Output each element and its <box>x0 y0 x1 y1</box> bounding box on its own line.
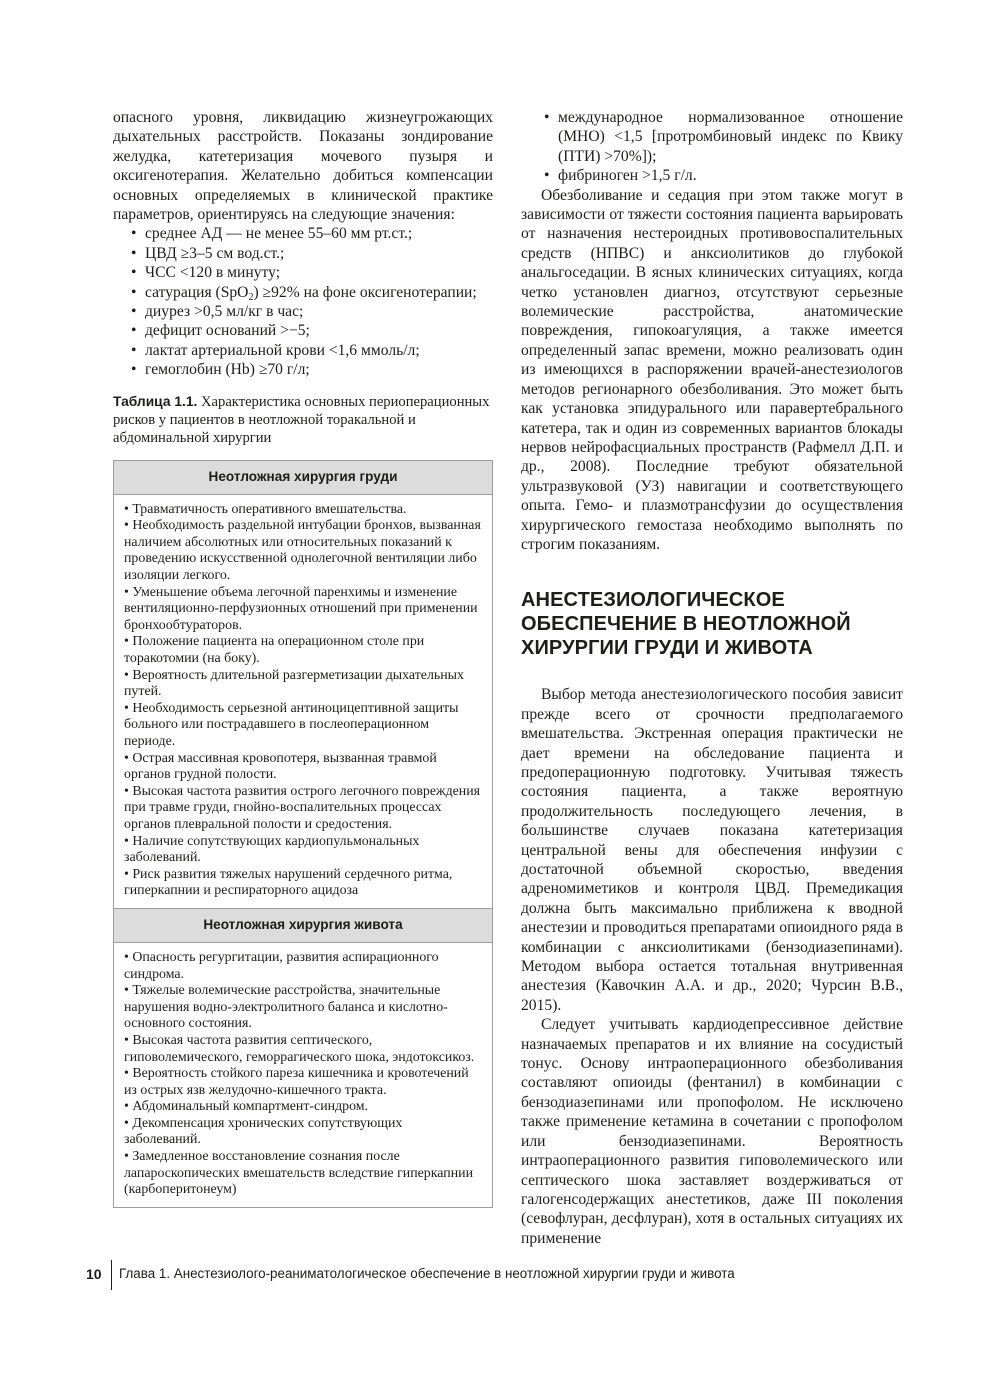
left-paragraph: опасного уровня, ликвидацию жизнеугрожающих дыхательных расстройств. Показаны зондирование желудка, катетеризация мочевого пузыря и оксигенотерапия. Желательно добиться компенсации основных определяемых в клинической практике параметров, ориентируясь на следующие значения: <box>113 109 493 224</box>
table-item: • Высокая частота развития септического, гиповолемического, геморрагического шока, эндотоксикоз. <box>124 1032 475 1065</box>
table-caption <box>113 393 493 447</box>
list-item: • дефицит оснований >−5; <box>113 321 493 340</box>
list-item <box>113 283 493 302</box>
paragraph-method-choice: Выбор метода анестезиологического пособия зависит прежде всего от срочности предполагаемого вмешательства. Экстренная операция практически не дает времени на обследование пациента и предоперационную подготовку. Учитывая тяжесть состояния пациента, а также вероятную продолжительность последующего лечения, в большинстве случаев показана катетеризация центральной вены для обеспечения инфузии с достаточной объемной скоростью, введения адреномиметиков и контроля ЦВД. Премедикация должна быть максимально приближена к вводной анестезии и проводиться препаратами опиоидного ряда в комбинации с анксиолитиками (бензодиазепинами). Методом выбора остается тотальная внутривенная анестезия (Кавочкин А.А. и др., 2020; Чурсин В.В., 2015). <box>521 686 903 1014</box>
table-item: • Декомпенсация хронических сопутствующих заболеваний. <box>124 1115 403 1148</box>
table-cell-abdomen <box>114 942 493 1207</box>
paragraph-cardiodepressive: Следует учитывать кардиодепрессивное действие назначаемых препаратов и их влияние на сосудистый тонус. Основу интраоперационного обезболивания составляют опиоиды (фентанил) в комбинации с бензодиазепинами или пропофолом. Не исключено также применение кетамина в сочетании с пропофолом или бензодиазепинами. Вероятность интраоперационного развития гиповолемического или септического шока заставляет воздерживаться от галогенсодержащих анестетиков, даже III поколения (севофлуран, десфлуран), хотя в остальных ситуациях их применение <box>521 1016 903 1247</box>
paragraph-analgesia: Обезболивание и седация при этом также могут в зависимости от тяжести состояния пациента варьировать от назначения нестероидных противовоспалительных средств (НПВС) и анксиолитиков до глубокой анальгоседации. В ясных клинических ситуациях, когда четко установлен диагноз, отсутствуют серьезные волемические расстройства, анатомические повреждения, гипокоагуляция, а также имеется определенный запас времени, можно реализовать один из имеющихся в распоряжении врачей-анестезиологов методов регионарного обезболивания. Это может быть как установка эпидурального или паравертебрального катетера, так и один из современных вариантов блокады нервов нейрофасциальных пространств (Рафмелл Д.П. и др., 2008). Последние требуют обязательной ультразвуковой (УЗ) навигации и соответствующего опыта. Гемо- и плазмотрансфузии до осуществления хирургического гемостаза необходимо выполнять по строгим показаниям. <box>521 186 903 553</box>
list-item: • гемоглобин (Hb) ≥70 г/л; <box>113 360 493 379</box>
table-item: • Уменьшение объема легочной паренхимы и изменение вентиляционно-перфузионных отношений при применении бронхообтураторов. <box>124 584 478 633</box>
table-item: • Необходимость раздельной интубации бронхов, вызванная наличием абсолютных или относительных показаний к проведению искусственной однолегочной вентиляции либо изоляции легкого. <box>124 518 481 584</box>
table-header-abdomen: Неотложная хирургия живота <box>114 908 493 942</box>
table-item: • Замедленное восстановление сознания после лапароскопических вмешательств вследствие гиперкапнии (карбоперитонеум) <box>124 1149 474 1198</box>
list-item-text: ) ≥92% на фоне оксигенотерапии; <box>253 283 477 301</box>
table-item: • Опасность регургитации, развития аспирационного синдрома. <box>124 949 439 982</box>
list-item: • ЦВД ≥3–5 см вод.ст.; <box>113 244 493 263</box>
table-item: • Высокая частота развития острого легочного повреждения при травме груди, гнойно-воспалительных процессах органов плевральной полости и средостения. <box>124 783 481 832</box>
subscript: 2 <box>248 291 254 303</box>
page-footer <box>0 1260 1000 1290</box>
coag-list <box>521 108 903 186</box>
right-column <box>521 108 903 1248</box>
page-number: 10 <box>86 1266 102 1282</box>
targets-list <box>113 224 493 379</box>
risk-table <box>113 460 493 1208</box>
table-header-chest: Неотложная хирургия груди <box>114 460 493 494</box>
table-caption-label: Таблица 1.1. <box>113 393 198 409</box>
list-item: • международное нормализованное отношение (МНО) <1,5 [протромбиновый индекс по Квику (ПТИ) >70%]); <box>521 108 903 166</box>
running-title: Глава 1. Анестезиолого-реаниматологическое обеспечение в неотложной хирургии груди и живота <box>119 1266 735 1281</box>
table-item: • Необходимость серьезной антиноцицептивной защиты больного или пострадавшего в послеоперационном периоде. <box>124 700 459 749</box>
table-cell-chest <box>114 494 493 908</box>
list-item: • ЧСС <120 в минуту; <box>113 263 493 282</box>
table-caption-text: Характеристика основных периоперационных рисков у пациентов в неотложной торакальной и абдоминальной хирургии <box>113 393 490 446</box>
left-column <box>113 108 493 1208</box>
table-item: • Травматичность оперативного вмешательства. <box>124 501 407 517</box>
list-item-text: сатурация (SpO <box>145 283 249 301</box>
footer-divider <box>111 1260 112 1290</box>
table-item: • Наличие сопутствующих кардиопульмональных заболеваний. <box>124 833 420 866</box>
table-item: • Тяжелые волемические расстройства, значительные нарушения водно-электролитного баланса и кислотно-основного состояния. <box>124 983 448 1032</box>
list-item: • среднее АД — не менее 55–60 мм рт.ст.; <box>113 224 493 243</box>
section-heading: АНЕСТЕЗИОЛОГИЧЕСКОЕ ОБЕСПЕЧЕНИЕ В НЕОТЛОЖНОЙ ХИРУРГИИ ГРУДИ И ЖИВОТА <box>521 589 851 660</box>
table-item: • Абдоминальный компартмент-синдром. <box>124 1099 369 1115</box>
table-item: • Риск развития тяжелых нарушений сердечного ритма, гиперкапнии и респираторного ацидоза <box>124 866 453 899</box>
table-item: • Вероятность длительной разгерметизации дыхательных путей. <box>124 667 464 700</box>
table-item: • Положение пациента на операционном столе при торакотомии (на боку). <box>124 634 425 667</box>
list-item: • фибриноген >1,5 г/л. <box>521 166 903 185</box>
table-item: • Острая массивная кровопотеря, вызванная травмой органов грудной полости. <box>124 750 437 783</box>
list-item: • диурез >0,5 мл/кг в час; <box>113 302 493 321</box>
list-item: • лактат артериальной крови <1,6 ммоль/л; <box>113 341 493 360</box>
table-item: • Вероятность стойкого пареза кишечника и кровотечений из острых язв желудочно-кишечного тракта. <box>124 1066 469 1098</box>
